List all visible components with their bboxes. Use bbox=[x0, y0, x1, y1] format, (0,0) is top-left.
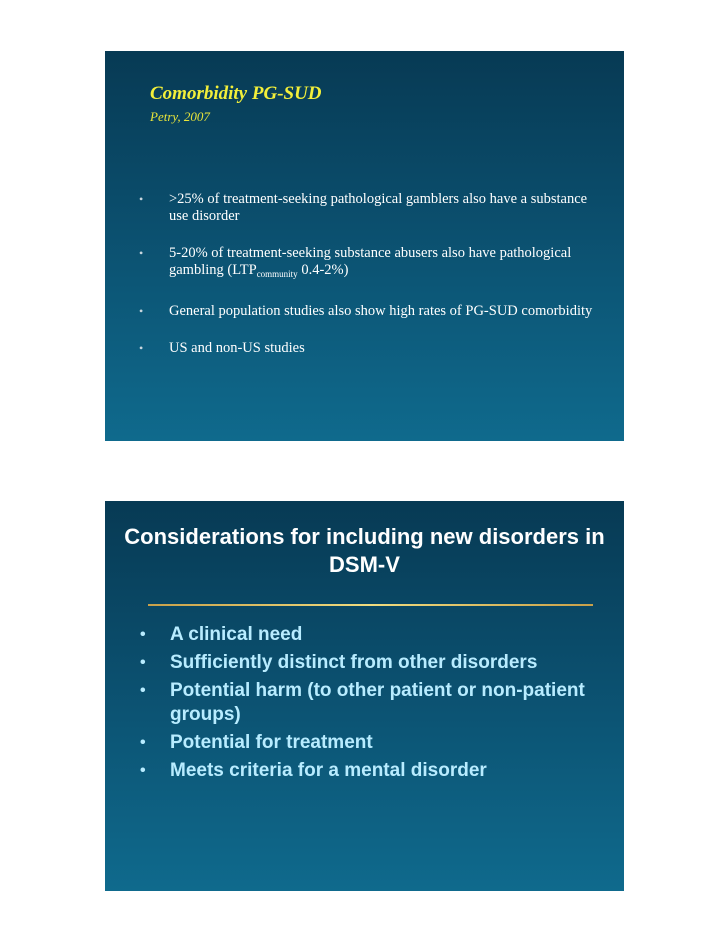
list-item-text: General population studies also show high rates of PG-SUD comorbidity bbox=[169, 303, 593, 319]
list-item bbox=[139, 191, 609, 225]
list-item bbox=[140, 759, 610, 783]
bullet-icon: • bbox=[140, 734, 146, 751]
bullet-icon: • bbox=[139, 246, 144, 260]
list-item bbox=[139, 303, 609, 320]
list-item-text bbox=[169, 245, 571, 278]
list-item-text: >25% of treatment-seeking pathological gamblers also have a substance use disorder bbox=[169, 191, 588, 224]
title-divider bbox=[148, 604, 593, 606]
slide-citation: Petry, 2007 bbox=[150, 109, 210, 124]
bullet-icon: • bbox=[139, 304, 144, 318]
list-item bbox=[139, 245, 609, 283]
slide-title: Comorbidity PG-SUD bbox=[150, 83, 322, 104]
list-item bbox=[140, 731, 610, 755]
list-item-text: Sufficiently distinct from other disorders bbox=[170, 652, 538, 673]
list-item-text: Potential harm (to other patient or non-patient groups) bbox=[170, 680, 585, 725]
bullet-icon: • bbox=[140, 626, 146, 643]
list-item-text: Meets criteria for a mental disorder bbox=[170, 760, 487, 781]
slide-dsm-considerations bbox=[105, 501, 624, 891]
list-item-text-part: 0.4-2%) bbox=[297, 262, 349, 278]
list-item bbox=[140, 651, 610, 675]
list-item-text: US and non-US studies bbox=[169, 340, 305, 356]
list-item-text: A clinical need bbox=[170, 624, 303, 645]
bullet-icon: • bbox=[140, 654, 146, 671]
list-item-text-part: 5-20% of treatment-seeking substance abusers also have pathological gambling (LTP bbox=[169, 245, 572, 278]
slide-title: Considerations for including new disorders in DSM-V bbox=[124, 524, 605, 577]
bullet-list bbox=[140, 623, 610, 787]
bullet-icon: • bbox=[139, 192, 144, 206]
bullet-icon: • bbox=[139, 341, 144, 355]
list-item bbox=[139, 340, 609, 357]
bullet-icon: • bbox=[140, 682, 146, 699]
bullet-list bbox=[139, 191, 609, 377]
bullet-icon: • bbox=[140, 762, 146, 779]
list-item-text: Potential for treatment bbox=[170, 732, 373, 753]
list-item bbox=[140, 679, 610, 727]
slide-comorbidity bbox=[105, 51, 624, 441]
list-item bbox=[140, 623, 610, 647]
list-item-subscript: community bbox=[256, 269, 298, 279]
